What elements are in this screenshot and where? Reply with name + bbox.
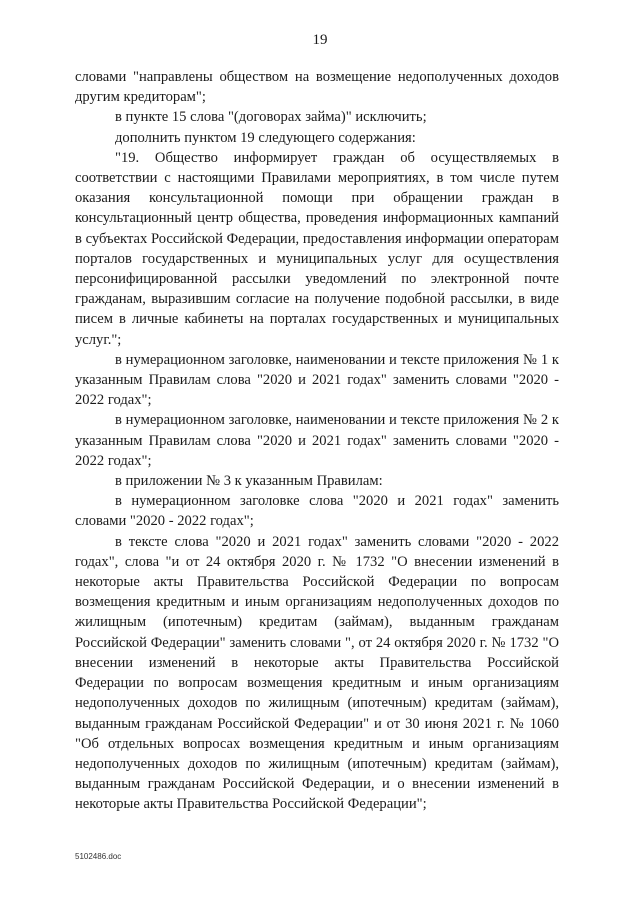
paragraph: в нумерационном заголовке слова "2020 и 2021 годах" заменить словами "2020 - 2022 годах"; xyxy=(75,493,559,530)
paragraph: дополнить пунктом 19 следующего содержания: xyxy=(115,129,416,146)
paragraph-quoted-clause: "19. Общество информирует граждан об осуществляемых в соответствии с настоящими Правилами мероприятиях, в том числе путем оказания консультационной помощи при обращении граждан в консультационный центр общества, проведения информационных кампаний в субъектах Российской Федерации, предоставления информации операторам порталов государственных и муниципальных услуг для осуществления персонифицированной рассылки уведомлений по электронной почте гражданам, выразившим согласие на получение подобной рассылки, в виде писем в личные кабинеты на порталах государственных и муниципальных услуг."; xyxy=(75,149,559,348)
paragraph: в пункте 15 слова "(договорах займа)" исключить; xyxy=(115,109,427,126)
page-number: 19 xyxy=(312,32,328,48)
paragraph-continuation: словами "направлены обществом на возмещение недополученных доходов другим кредиторам"; xyxy=(75,69,559,106)
paragraph: в нумерационном заголовке, наименовании и тексте приложения № 2 к указанным Правилам слова "2020 и 2021 годах" заменить словами "2020 - 2022 годах"; xyxy=(75,412,559,469)
paragraph: в тексте слова "2020 и 2021 годах" заменить словами "2020 - 2022 годах", слова "и от 24 октября 2020 г. № 1732 "О внесении изменений в некоторые акты Правительства Российской Федерации по вопросам возмещения кредитным и иным организациям недополученных доходов по жилищным (ипотечным) кредитам (займам), выданным гражданам Российской Федерации" заменить словами ", от 24 октября 2020 г. № 1732 "О внесении изменений в некоторые акты Правительства Российской Федерации по вопросам возмещения кредитным и иным организациям недополученных доходов по жилищным (ипотечным) кредитам (займам), выданным гражданам Российской Федерации" и от 30 июня 2021 г. № 1060 "Об отдельных вопросах возмещения кредитным и иным организациям недополученных доходов по жилищным (ипотечным) кредитам (займам), выданным гражданам Российской Федерации, и о внесении изменений в некоторые акты Правительства Российской Федерации"; xyxy=(75,533,559,813)
paragraph: в приложении № 3 к указанным Правилам: xyxy=(115,473,383,490)
document-file-code: 5102486.doc xyxy=(75,852,122,861)
document-body xyxy=(75,67,559,815)
paragraph: в нумерационном заголовке, наименовании и тексте приложения № 1 к указанным Правилам слова "2020 и 2021 годах" заменить словами "2020 - 2022 годах"; xyxy=(75,351,559,409)
